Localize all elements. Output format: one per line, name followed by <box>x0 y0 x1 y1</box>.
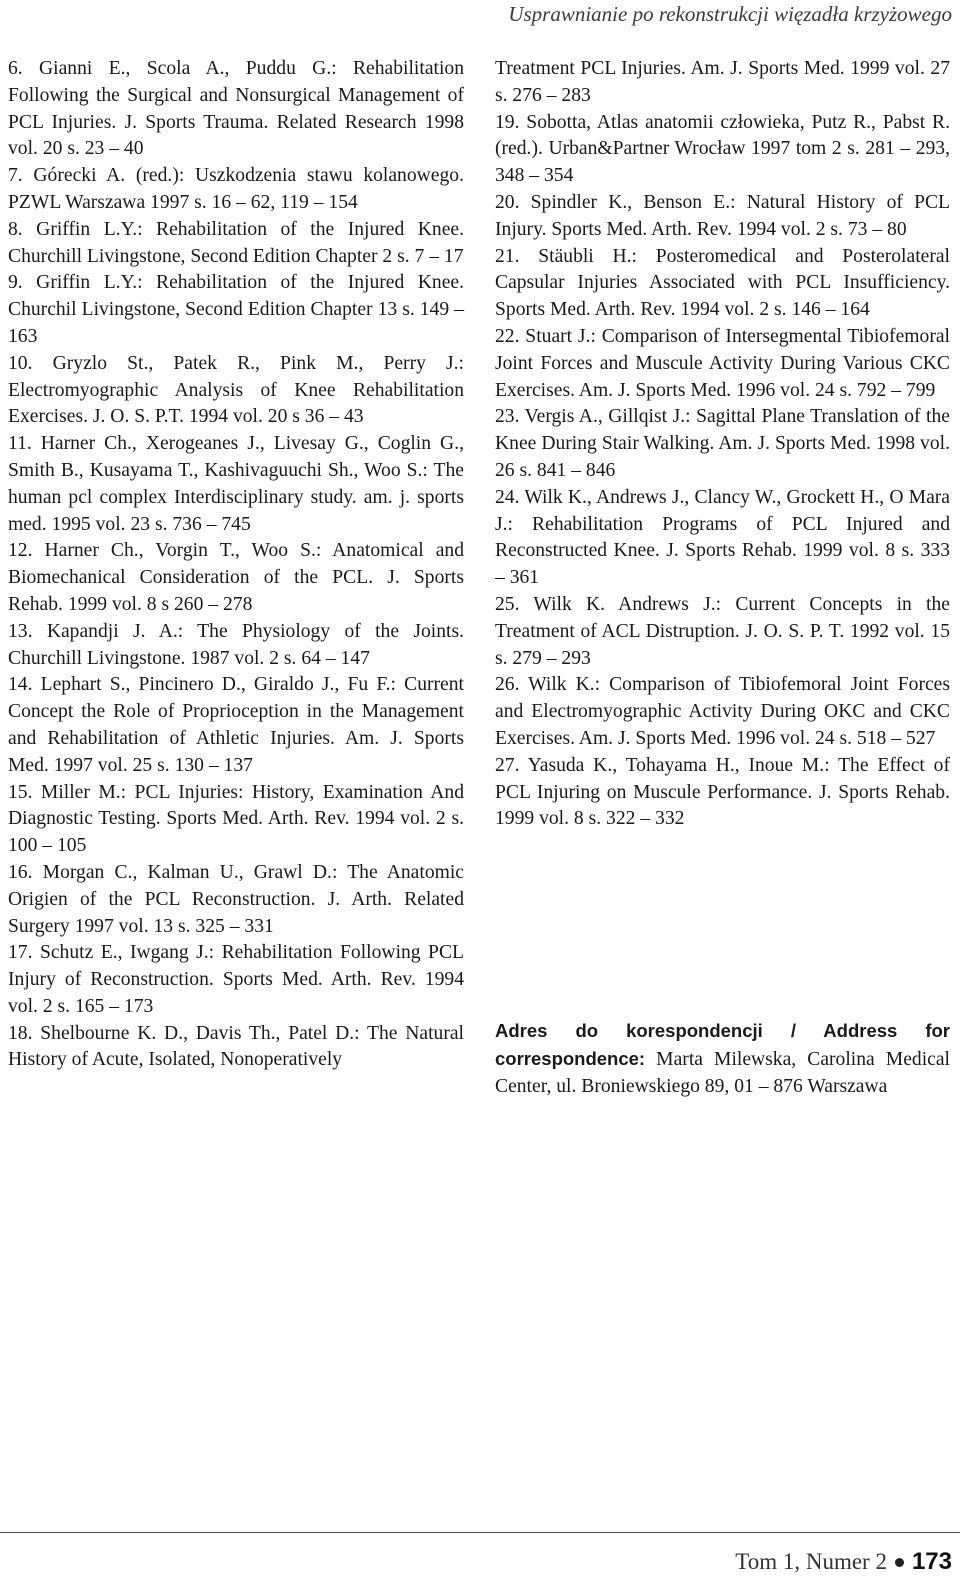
reference-item: 19. Sobotta, Atlas anatomii człowieka, Putz R., Pabst R. (red.). Urban&Partner Wrocław 1997 tom 2 s. 281 – 293, 348 – 354 <box>495 111 950 187</box>
reference-item: 7. Górecki A. (red.): Uszkodzenia stawu kolanowego. PZWL Warszawa 1997 s. 16 – 62, 119 – 154 <box>8 165 464 213</box>
reference-item: 24. Wilk K., Andrews J., Clancy W., Grockett H., O Mara J.: Rehabilitation Programs of PCL Injured and Reconstructed Knee. J. Sports Rehab. 1999 vol. 8 s. 333 – 361 <box>495 486 950 589</box>
reference-item: 14. Lephart S., Pincinero D., Giraldo J., Fu F.: Current Concept the Role of Proprioception in the Management and Rehabilitation of Athletic Injuries. Am. J. Sports Med. 1997 vol. 25 s. 130 – 137 <box>8 674 464 776</box>
reference-item: 20. Spindler K., Benson E.: Natural History of PCL Injury. Sports Med. Arth. Rev. 1994 vol. 2 s. 73 – 80 <box>495 191 950 240</box>
reference-item: 27. Yasuda K., Tohayama H., Inoue M.: The Effect of PCL Injuring on Muscule Performance. J. Sports Rehab. 1999 vol. 8 s. 322 – 332 <box>495 754 950 830</box>
correspondence-address <box>495 1018 950 1100</box>
correspondence-text: Marta Milewska, Carolina Medical Center, ul. Broniewskiego 89, 01 – 876 Warszawa <box>495 1048 950 1097</box>
reference-item: 18. Shelbourne K. D., Davis Th., Patel D.: The Natural History of Acute, Isolated, Nonoperatively <box>8 1022 464 1071</box>
page-number: 173 <box>911 1548 952 1575</box>
footer-divider <box>0 1532 960 1533</box>
references-left-column <box>8 56 464 1074</box>
reference-item: 23. Vergis A., Gillqist J.: Sagittal Plane Translation of the Knee During Stair Walking. Am. J. Sports Med. 1998 vol. 26 s. 841 – 846 <box>495 406 950 481</box>
reference-item: 8. Griffin L.Y.: Rehabilitation of the Injured Knee. Churchill Livingstone, Second Edition Chapter 2 s. 7 – 17 <box>8 218 464 267</box>
reference-item: 17. Schutz E., Iwgang J.: Rehabilitation Following PCL Injury of Reconstruction. Sports Med. Arth. Rev. 1994 vol. 2 s. 165 – 173 <box>8 942 464 1017</box>
reference-item: Treatment PCL Injuries. Am. J. Sports Med. 1999 vol. 27 s. 276 – 283 <box>495 58 950 106</box>
reference-item: 6. Gianni E., Scola A., Puddu G.: Rehabilitation Following the Surgical and Nonsurgical Management of PCL Injuries. J. Sports Trauma. Related Research 1998 vol. 20 s. 23 – 40 <box>8 58 464 160</box>
running-head: Usprawnianie po rekonstrukcji więzadła krzyżowego <box>508 2 952 26</box>
reference-item: 21. Stäubli H.: Posteromedical and Posterolateral Capsular Injuries Associated with PCL Insufficiency. Sports Med. Arth. Rev. 1994 vol. 2 s. 146 – 164 <box>495 245 950 321</box>
reference-item: 16. Morgan C., Kalman U., Grawl D.: The Anatomic Origien of the PCL Reconstruction. J. Arth. Related Surgery 1997 vol. 13 s. 325 – 331 <box>8 861 464 937</box>
reference-item: 22. Stuart J.: Comparison of Intersegmental Tibiofemoral Joint Forces and Muscule Activity During Various CKC Exercises. Am. J. Sports Med. 1996 vol. 24 s. 792 – 799 <box>495 325 950 401</box>
reference-item: 9. Griffin L.Y.: Rehabilitation of the Injured Knee. Churchil Livingstone, Second Edition Chapter 13 s. 149 – 163 <box>8 272 464 347</box>
reference-item: 12. Harner Ch., Vorgin T., Woo S.: Anatomical and Biomechanical Consideration of the PCL. J. Sports Rehab. 1999 vol. 8 s 260 – 278 <box>8 540 464 615</box>
reference-item: 26. Wilk K.: Comparison of Tibiofemoral Joint Forces and Electromyographic Activity During OKC and CKC Exercises. Am. J. Sports Med. 1996 vol. 24 s. 518 – 527 <box>495 674 950 749</box>
reference-item: 11. Harner Ch., Xerogeanes J., Livesay G., Coglin G., Smith B., Kusayama T., Kashivaguuchi Sh., Woo S.: The human pcl complex Interdisciplinary study. am. j. sports med. 1995 vol. 23 s. 736 – 745 <box>8 433 464 535</box>
reference-item: 13. Kapandji J. A.: The Physiology of the Joints. Churchill Livingstone. 1987 vol. 2 s. 64 – 147 <box>8 620 464 669</box>
reference-item: 10. Gryzlo St., Patek R., Pink M., Perry J.: Electromyographic Analysis of Knee Rehabilitation Exercises. J. O. S. P.T. 1994 vol. 20 s 36 – 43 <box>8 352 464 428</box>
references-right-column <box>495 56 950 833</box>
reference-item: 15. Miller M.: PCL Injuries: History, Examination And Diagnostic Testing. Sports Med. Arth. Rev. 1994 vol. 2 s. 100 – 105 <box>8 781 464 857</box>
reference-item: 25. Wilk K. Andrews J.: Current Concepts in the Treatment of ACL Distruption. J. O. S. P. T. 1992 vol. 15 s. 279 – 293 <box>495 593 950 669</box>
volume-issue: Tom 1, Numer 2 <box>735 1549 887 1574</box>
bullet-icon <box>895 1558 904 1567</box>
page-footer <box>735 1548 952 1576</box>
correspondence-label: Adres do korespondencji / Address for correspondence: <box>495 1020 950 1069</box>
